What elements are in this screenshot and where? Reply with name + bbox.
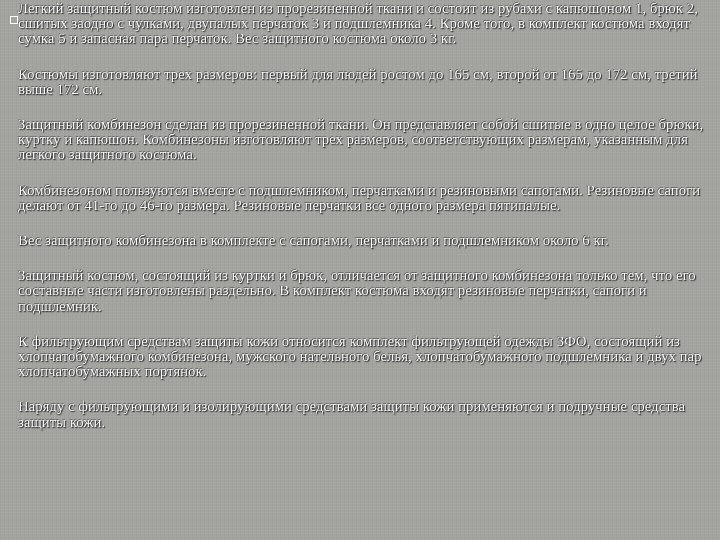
paragraph-filtering-clothing: К фильтрующим средствам защиты кожи относится комплект фильтрующей одежды ЗФО, состоящий из хлопчатобумажного комбинезона, мужского нательного белья, хлопчатобумажного подшлемника и двух пар хлопчатобумажных портянок. (18, 333, 702, 381)
paragraph-two-piece-suit: Защитный костюм, состоящий из куртки и брюк, отличается от защитного комбинезона только тем, что его составные части изготовлены раздельно. В комплект костюма входят резиновые перчатки, сапоги и подшлемник. (18, 268, 696, 315)
paragraph-light-suit: Легкий защитный костюм изготовлен из прорезиненной ткани и состоит из рубахи с капюшоном 1, брюк 2, сшитых заодно с чулками, двупалых перчаток 3 и подшлемника 4. Кроме того, в комплект костюма входят сумка 5 и запасная пара перчаток. Вес защитного костюма около 3 кг. (18, 1, 698, 48)
bullet-bar (5, 0, 12, 540)
paragraph-suit-sizes: Костюмы изготовляют трех размеров: первый для людей ростом до 165 см, второй от 165 до 172 см, третий выше 172 см. (18, 66, 698, 98)
bullet-square-icon (10, 16, 18, 24)
paragraph-coverall: Защитный комбинезон сделан из прорезиненной ткани. Он представляет собой сшитые в одно целое брюки, куртку и капюшон. Комбинезоны изготовляют трех размеров, соответствующих размерам, указанным для легкого защитного костюма. (18, 117, 704, 164)
paragraph-improvised-means: Наряду с фильтрующими и изолирующими средствами защиты кожи применяются и подручные средства защиты кожи. (18, 399, 686, 431)
slide-text-body (18, 2, 716, 451)
paragraph-coverall-accessories: Комбинезоном пользуются вместе с подшлемником, перчатками и резиновыми сапогами. Резиновые сапоги делают от 41-го до 46-го размера. Резиновые перчатки все одного размера пятипалые. (18, 182, 701, 214)
paragraph-coverall-weight: Вес защитного комбинезона в комплекте с сапогами, перчатками и подшлемником около 6 кг. (18, 233, 609, 250)
